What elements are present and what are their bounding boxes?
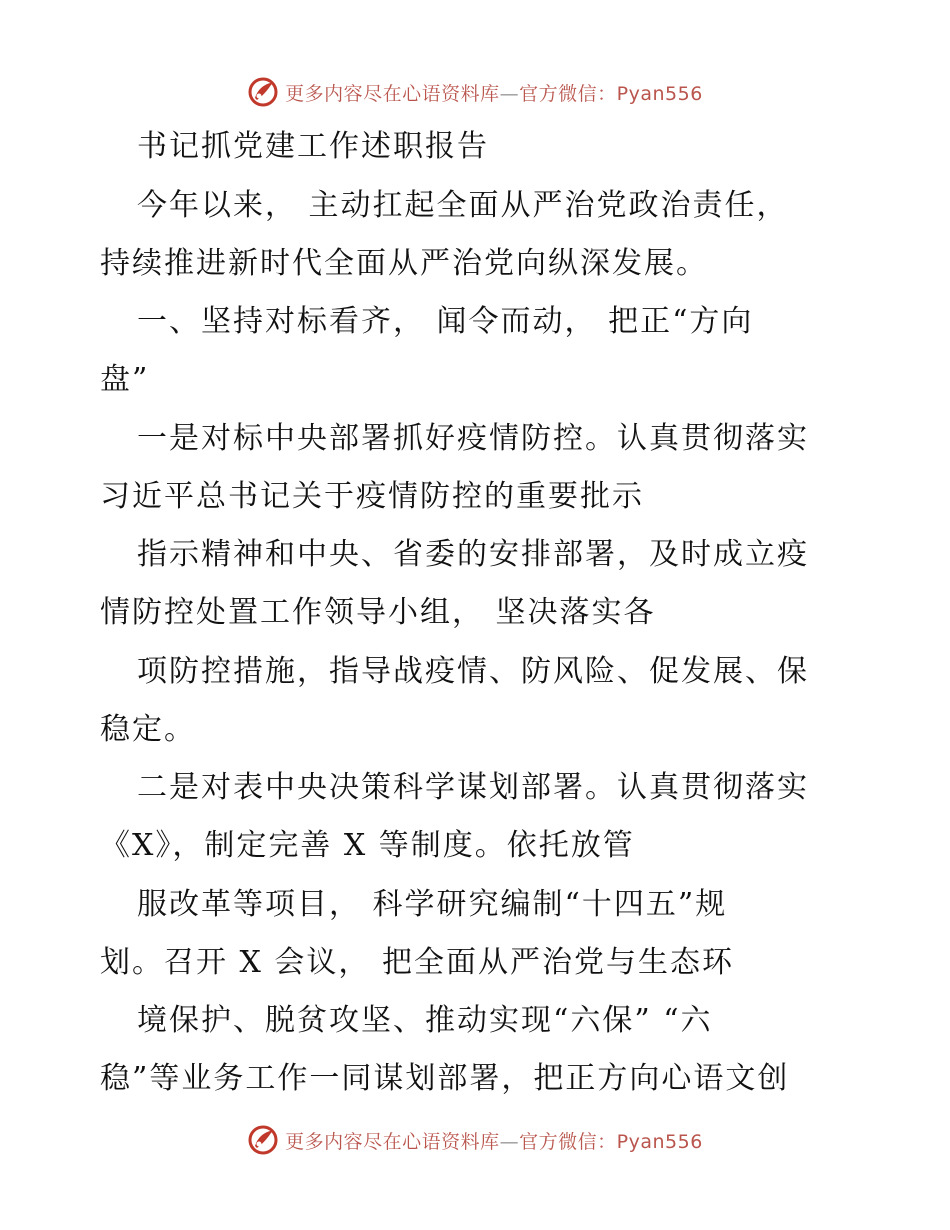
paragraph-line: 《X》，制定完善 X 等制度。依托放管: [100, 828, 635, 863]
paragraph-line: 境保护、脱贫攻坚、推动实现“六保” “六: [137, 1003, 713, 1038]
paragraph-line: 划。召开 X 会议， 把全面从严治党与生态环: [100, 945, 734, 980]
header-banner-main: 更多内容尽在心语资料库: [285, 82, 500, 105]
footer-banner-suffix: 官方微信：Pyan556: [519, 1130, 703, 1153]
paragraph-line: 持续推进新时代全面从严治党向纵深发展。: [100, 246, 708, 281]
paragraph-line: 情防控处置工作领导小组， 坚决落实各: [100, 595, 656, 630]
paragraph-line: 指示精神和中央、省委的安排部署，及时成立疫: [137, 537, 809, 572]
paragraph-line: 今年以来， 主动扛起全面从严治党政治责任，: [137, 188, 789, 223]
paragraph-line: 稳”等业务工作一同谋划部署，把正方向心语文创: [100, 1061, 790, 1096]
paragraph-line: 二是对表中央决策科学谋划部署。认真贯彻落实: [137, 770, 809, 805]
paragraph-line: 项防控措施，指导战疫情、防风险、促发展、保: [137, 654, 809, 689]
footer-banner-text: [285, 1127, 703, 1154]
paragraph-line: 服改革等项目， 科学研究编制“十四五”规: [137, 887, 728, 922]
section-heading-line: 盘”: [100, 362, 150, 397]
header-banner-dash: —: [499, 82, 520, 105]
footer-watermark-banner: [0, 1118, 950, 1162]
paragraph-line: 习近平总书记关于疫情防控的重要批示: [100, 479, 644, 514]
footer-banner-main: 更多内容尽在心语资料库: [285, 1130, 500, 1153]
paragraph-line: 稳定。: [100, 712, 196, 747]
section-heading-line: 一、坚持对标看齐， 闻令而动， 把正“方向: [137, 304, 754, 339]
paragraph-line: 一是对标中央部署抓好疫情防控。认真贯彻落实: [137, 421, 809, 456]
document-title: 书记抓党建工作述职报告: [137, 129, 489, 164]
header-banner-suffix: 官方微信：Pyan556: [519, 82, 703, 105]
brand-logo-icon: [247, 1124, 279, 1156]
footer-banner-dash: —: [499, 1130, 520, 1153]
